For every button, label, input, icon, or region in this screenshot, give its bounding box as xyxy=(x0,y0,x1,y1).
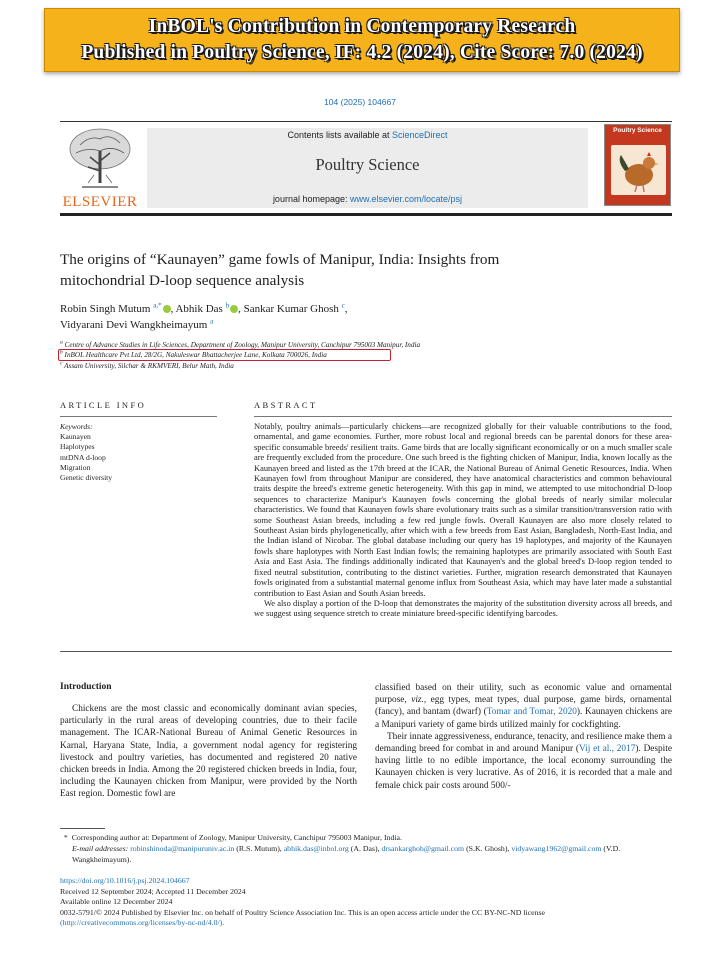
banner-line-2: Published in Poultry Science, IF: 4.2 (2024), Cite Score: 7.0 (2024) xyxy=(81,42,643,63)
journal-masthead xyxy=(147,128,588,208)
affiliation-text: Assam University, Silchar & RKMVERI, Belur Math, India xyxy=(64,362,234,370)
affiliation-mark: c xyxy=(60,360,63,367)
keywords-list xyxy=(60,432,112,483)
text-run: , egg types, meat types, dual purpose, game birds, ornamental (fancy), and bantam (dwarf) ( xyxy=(375,695,672,718)
contents-line xyxy=(147,130,588,140)
text-run: ). Despite having little to no edible importance, the local economy surrounding the Kaunayen chicken is very lucrative. As of 2016, it is recorded that a male and female chick pair costs around 500/- xyxy=(375,744,672,791)
received-dates: Received 12 September 2024; Accepted 11 December 2024 xyxy=(60,887,246,896)
affiliation-mark: b xyxy=(60,349,63,356)
title-line-1: The origins of “Kaunayen” game fowls of Manipur, India: Insights from xyxy=(60,251,500,268)
contents-prefix: Contents lists available at xyxy=(287,130,393,140)
email-label: E-mail addresses: xyxy=(72,844,129,853)
text-run: classified based on their utility, such as economic value and ornamental purpose, xyxy=(375,683,672,706)
masthead-rule xyxy=(60,213,672,216)
promo-banner xyxy=(44,8,680,72)
homepage-line xyxy=(147,194,588,204)
citation-link[interactable]: Vij et al., 2017 xyxy=(579,744,636,755)
body-column-right xyxy=(375,682,672,792)
keyword: Haplotypes xyxy=(60,442,95,452)
keyword: Kaunayen xyxy=(60,432,91,441)
issue-reference[interactable]: 104 (2025) 104667 xyxy=(324,97,396,107)
header-rule xyxy=(60,121,672,122)
introduction-heading: Introduction xyxy=(60,682,112,692)
highlight-box xyxy=(58,349,391,361)
affiliation-c xyxy=(60,361,660,371)
doi-link[interactable] xyxy=(60,876,672,887)
text-run: viz. xyxy=(411,695,424,706)
copyright-line: 0032-5791/© 2024 Published by Elsevier Inc. on behalf of Poultry Science Association Inc. This is an open access article under the CC BY-NC-ND license xyxy=(60,908,545,917)
body-paragraph xyxy=(375,682,672,731)
corresponding-note: * Corresponding author at: Department of Zoology, Manipur University, Canchipur 795003 Manipur, India. xyxy=(63,833,402,842)
body-column-left xyxy=(60,703,357,801)
email-owner: (A. Das), xyxy=(350,844,380,853)
keyword: Migration xyxy=(60,462,91,472)
email-owner: (R.S. Mutum), xyxy=(236,844,282,853)
abstract-heading: ABSTRACT xyxy=(254,400,318,410)
email-link[interactable]: abhik.das@inbol.org xyxy=(283,844,349,853)
email-note xyxy=(60,844,672,865)
text-run: ). Kaunayen chickens are a Manipuri variety of game birds utilized mainly for cockfighting. xyxy=(375,707,672,730)
homepage-prefix: journal homepage: xyxy=(272,194,350,204)
doi-text[interactable]: https://doi.org/10.1016/j.psj.2024.104667 xyxy=(60,876,190,885)
cover-title: Poultry Science xyxy=(613,127,662,134)
email-owner: (S.K. Ghosh), xyxy=(466,844,510,853)
article-info-heading: ARTICLE INFO xyxy=(60,400,147,410)
abstract-text xyxy=(254,421,672,619)
citation-link[interactable]: Tomar and Tomar, 2020 xyxy=(486,707,577,718)
affiliation-mark: a xyxy=(60,339,63,346)
tree-icon xyxy=(60,125,140,193)
corresponding-text: Corresponding author at: Department of Zoology, Manipur University, Canchipur 795003 Manipur, India. xyxy=(71,833,402,842)
journal-cover[interactable] xyxy=(604,124,671,206)
section-rule xyxy=(60,651,672,652)
banner-line-1: InBOL's Contribution in Contemporary Research xyxy=(148,16,576,37)
author-name[interactable]: Vidyarani Devi Wangkheimayum xyxy=(60,319,208,331)
online-date: Available online 12 December 2024 xyxy=(60,897,173,906)
abstract-rule xyxy=(254,416,672,417)
orcid-icon[interactable] xyxy=(230,305,238,313)
body-paragraph: Chickens are the most classic and economically dominant avian species, particularly in the rural areas of developing countries, due to their facile management. The ICAR-National Bureau of Animal Genetic Resources in Karnal, Haryana State, India, a government nodal agency for registering livestock and poultry varieties, has documented and registered 20 native chicken breeds in India. Among the 20 registered chicken breeds in India, four, including the Kaunayen chicken from Manipur, were provided by the North East region. Domestic fowl are xyxy=(60,704,357,800)
email-link[interactable]: drsankarghoh@gmail.com xyxy=(381,844,465,853)
sciencedirect-link[interactable]: ScienceDirect xyxy=(392,130,448,140)
license-url[interactable]: (http://creativecommons.org/licenses/by-nc-nd/4.0/). xyxy=(60,918,225,927)
author-affil-mark[interactable]: a,* xyxy=(153,301,162,310)
author-name[interactable]: Sankar Kumar Ghosh xyxy=(243,303,339,315)
keywords-label: Keywords: xyxy=(60,422,93,431)
footnote-rule xyxy=(60,828,105,829)
text-run: Their innate aggressiveness, endurance, tenacity, and resilience make them a demanding breed for combat in and around Manipur ( xyxy=(375,731,672,755)
author-list: Robin Singh Mutum $^{a,*}$ , Abhik Das $^b$ , Sankar Kumar Ghosh $^c$, Vidyarani Devi Wangkheimayum $^a$ xyxy=(60,301,348,331)
article-title xyxy=(60,249,660,291)
affiliation-text: InBOL Healthcare Pvt Ltd, 28/2G, Nakuleswar Bhattacherjee Lane, Kolkata 700026, India xyxy=(64,351,327,359)
license-link[interactable] xyxy=(60,918,672,929)
keyword: Genetic diversity xyxy=(60,473,113,483)
title-line-2: mitochondrial D-loop sequence analysis xyxy=(60,272,305,289)
elsevier-wordmark: ELSEVIER xyxy=(62,194,138,210)
email-owner: (V.D. Wangkheimayum). xyxy=(72,844,621,864)
elsevier-logo[interactable] xyxy=(60,125,140,211)
keyword: mtDNA d-loop xyxy=(60,452,106,462)
article-info-rule xyxy=(60,416,217,417)
email-link[interactable]: vidyawang1962@gmail.com xyxy=(511,844,602,853)
body-paragraph xyxy=(375,731,672,792)
author-affil-mark[interactable]: c xyxy=(341,301,345,310)
author-affil-mark[interactable]: b xyxy=(225,301,230,310)
abstract-paragraph: We also display a portion of the D-loop that demonstrates the majority of the substitution diversity across all breeds, and we suggest using sequence stretch to create miniature breed-specific identifying barcodes. xyxy=(254,597,672,619)
orcid-icon[interactable] xyxy=(163,305,171,313)
affiliation-text: Centre of Advance Studies in Life Sciences, Department of Zoology, Manipur University, Canchipur 795003 Manipur, India xyxy=(64,341,421,349)
author-affil-mark[interactable]: a xyxy=(210,317,214,326)
author-name[interactable]: Abhik Das xyxy=(175,303,223,315)
author-name[interactable]: Robin Singh Mutum xyxy=(60,303,151,315)
homepage-link[interactable]: www.elsevier.com/locate/psj xyxy=(350,194,463,204)
chicken-icon xyxy=(611,145,666,195)
email-link[interactable]: robinshinoda@manipuruniv.ac.in xyxy=(130,844,235,853)
cover-image xyxy=(611,145,666,195)
journal-name: Poultry Science xyxy=(315,155,420,174)
abstract-paragraph: Notably, poultry animals—particularly chickens—are recognized globally for their valuable contributions to the food, ornamental, and game economies. Further, more robust local and regional breeds can be parental donors for these area-specific consumable breeds' resilient traits. Game birds that are locally significant economically or on a much smaller scale are frequently excluded from the procedure. One such breed is the fighting chicken of Manipur, India, known locally as the Kaunayen breed and listed as the 17th breed at the ICAR, the National Bureau of Animal Genetic Resources, India. When Kaunayen fowl from throughout Manipur are considered, they have anatomical characteristics and common behavioural traits despite the breed's extreme genetic heterogeneity. With this gap in mind, we attempted to use mitochondrial D-loop sequences to characterize Manipur's Kaunayen fowls concerning the global breeds of nearly similar molecular characteristics. We found that Kaunayen fowls share evolutionary traits such as a similar transition/transversion ratio with some Southeast Asian breeds, including a few red jungle fowls. Overall Kaunayen are also more closely related to Southeast Asian birds phylogenetically, after which with a few breeds from East Asian, Bangladesh, North-East India, and the Indian island of Nicobar. The global database including our query has 19 haplotypes, and majority of the Kaunayen fowls share haplotypes with North East Indian fowls; the remaining haplotypes are primarily associated with South East Asia and East Asia. The findings additionally indicated that Kaunayen's and the global breed's D-loop region tended to fixed neutral substitution, contributing to the distinct varieties. Further, migration research demonstrated that Kaunayen fowls originated from a substantial maternal genome influx from Southeast Asia, which may have later made a substantial contribution to East Asian and South Asian breeds. xyxy=(254,421,672,598)
